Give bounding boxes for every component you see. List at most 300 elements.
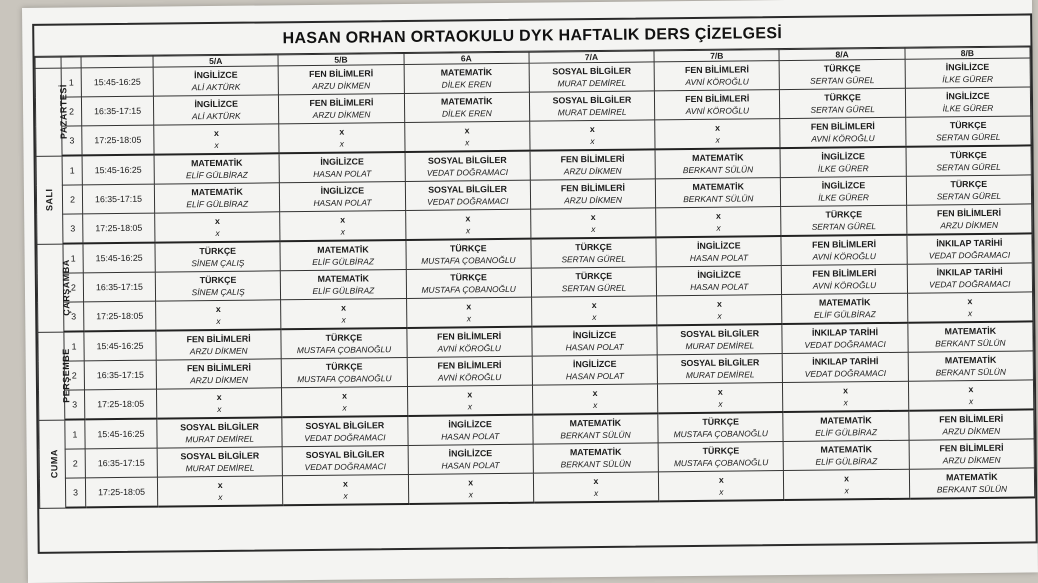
subject-name: FEN BİLİMLERİ <box>684 64 750 76</box>
teacher-name: MURAT DEMİREL <box>557 77 627 89</box>
teacher-name: BERKANT SÜLÜN <box>560 458 631 470</box>
subject-name: TÜRKÇE <box>450 272 487 283</box>
period-time: 16:35-17:15 <box>82 184 154 214</box>
teacher-name: x <box>843 397 848 408</box>
period-number: 2 <box>65 449 85 478</box>
lesson-cell <box>657 324 783 355</box>
lesson-cell <box>281 357 407 387</box>
period-time: 17:25-18:05 <box>84 301 156 331</box>
teacher-name: SERTAN GÜREL <box>561 282 627 294</box>
subject-name: TÜRKÇE <box>575 241 612 253</box>
teacher-name: x <box>215 227 220 238</box>
subject-name: TÜRKÇE <box>702 445 740 456</box>
lesson-cell <box>907 263 1033 293</box>
subject-name: TÜRKÇE <box>325 361 363 372</box>
teacher-name: ALİ AKTÜRK <box>191 81 241 93</box>
schedule-paper <box>22 0 1038 583</box>
lesson-cell <box>404 92 530 122</box>
lesson-cell <box>907 292 1033 323</box>
subject-name: FEN BİLİMLERİ <box>309 97 374 108</box>
subject-name: SOSYAL BİLGİLER <box>180 450 260 462</box>
lesson-cell <box>404 63 530 93</box>
period-number: 1 <box>65 419 85 449</box>
lesson-cell <box>157 417 283 448</box>
subject-name: FEN BİLİMLERİ <box>685 93 750 105</box>
lesson-cell <box>405 151 531 182</box>
subject-name: TÜRKÇE <box>325 332 363 343</box>
subject-name: x <box>715 210 721 221</box>
subject-name: FEN BİLİMLERİ <box>939 413 1004 425</box>
teacher-name: x <box>343 490 348 501</box>
teacher-name: x <box>717 310 722 321</box>
lesson-cell <box>656 266 782 296</box>
period-time: 15:45-16:25 <box>84 331 156 361</box>
subject-name: İNKILAP TARİHİ <box>936 266 1003 278</box>
period-number: 3 <box>65 478 85 508</box>
period-time: 15:45-16:25 <box>82 155 154 185</box>
teacher-name: DİLEK EREN <box>441 108 492 119</box>
teacher-name: VEDAT DOĞRAMACI <box>929 278 1011 290</box>
teacher-name: x <box>716 222 721 233</box>
lesson-cell <box>530 179 656 209</box>
lesson-cell <box>282 416 408 447</box>
subject-name: MATEMATİK <box>946 471 998 483</box>
day-name: PERŞEMBE <box>60 348 72 403</box>
subject-name: MATEMATİK <box>190 157 243 169</box>
subject-name: x <box>214 215 220 226</box>
lesson-cell <box>529 62 655 92</box>
lesson-cell <box>154 153 280 184</box>
subject-name: İNGİLİZCE <box>572 329 617 341</box>
subject-name: x <box>591 299 597 311</box>
class-header: 8/A <box>779 48 904 60</box>
lesson-cell <box>657 354 783 384</box>
teacher-name: x <box>967 308 973 319</box>
teacher-name: ARZU DİKMEN <box>312 80 371 91</box>
lesson-cell <box>406 239 532 270</box>
teacher-name: x <box>593 399 598 411</box>
period-number: 2 <box>61 97 81 126</box>
lesson-cell <box>154 124 280 155</box>
teacher-name: x <box>844 485 849 496</box>
teacher-name: SİNEM ÇALIŞ <box>191 257 245 269</box>
subject-name: x <box>342 478 348 489</box>
teacher-name: SERTAN GÜREL <box>936 190 1002 202</box>
period-time: 15:45-16:25 <box>85 419 157 449</box>
lesson-cell <box>278 65 404 95</box>
lesson-cell <box>533 413 659 444</box>
lesson-cell <box>780 88 906 118</box>
lesson-cell <box>407 356 533 386</box>
teacher-name: AVNİ KÖROĞLU <box>812 251 876 262</box>
teacher-name: SİNEM ÇALIŞ <box>191 286 245 298</box>
teacher-name: x <box>719 486 724 497</box>
day-label <box>38 332 72 420</box>
teacher-name: VEDAT DOĞRAMACI <box>928 249 1011 261</box>
teacher-name: MURAT DEMİREL <box>557 106 627 118</box>
teacher-name: MURAT DEMİREL <box>185 462 255 474</box>
teacher-name: x <box>468 489 473 500</box>
teacher-name: x <box>718 398 723 409</box>
subject-name: FEN BİLİMLERİ <box>309 68 374 79</box>
subject-name: TÜRKÇE <box>199 245 237 257</box>
teacher-name: ARZU DİKMEN <box>190 374 248 386</box>
teacher-name: HASAN POLAT <box>441 431 500 442</box>
subject-name: x <box>213 127 219 138</box>
teacher-name: BERKANT SÜLÜN <box>560 429 631 441</box>
lesson-cell <box>155 241 281 272</box>
lesson-cell <box>533 472 659 503</box>
subject-name: FEN BİLİMLERİ <box>437 331 502 342</box>
day-name: ÇARŞAMBA <box>60 259 72 316</box>
subject-name: x <box>464 125 470 136</box>
lesson-cell <box>783 381 909 412</box>
subject-name: x <box>593 475 599 487</box>
period-number: 3 <box>65 390 85 420</box>
teacher-name: AVNİ KÖROĞLU <box>685 76 749 88</box>
period-number: 2 <box>62 185 82 214</box>
subject-name: İNGİLİZCE <box>320 156 364 167</box>
subject-name: MATEMATİK <box>440 96 493 107</box>
period-time: 17:25-18:05 <box>85 477 157 507</box>
teacher-name: AVNİ KÖROĞLU <box>437 343 501 354</box>
lesson-cell <box>406 327 532 358</box>
lesson-cell <box>405 209 531 240</box>
subject-name: İNGİLİZCE <box>945 61 990 73</box>
day-label <box>39 420 66 508</box>
teacher-name: x <box>467 401 473 412</box>
lesson-cell <box>407 415 533 446</box>
subject-name: TÜRKÇE <box>823 63 861 74</box>
teacher-name: x <box>339 138 345 149</box>
teacher-name: x <box>218 491 223 502</box>
subject-name: MATEMATİK <box>569 446 622 458</box>
teacher-name: ELİF GÜLBİRAZ <box>186 198 249 210</box>
teacher-name: MUSTAFA ÇOBANOĞLU <box>421 254 516 266</box>
day-name: CUMA <box>49 449 60 479</box>
teacher-name: x <box>465 225 471 236</box>
subject-name: MATEMATİK <box>692 152 744 163</box>
lesson-cell <box>909 468 1035 499</box>
subject-name: TÜRKÇE <box>575 270 613 282</box>
subject-name: x <box>716 298 722 309</box>
lesson-cell <box>406 268 532 298</box>
class-header: 8/B <box>905 47 1030 59</box>
subject-name: x <box>466 301 472 312</box>
schedule-body <box>35 58 1035 508</box>
subject-name: x <box>468 477 474 488</box>
teacher-name: MURAT DEMİREL <box>185 433 255 445</box>
teacher-name: MUSTAFA ÇOBANOĞLU <box>421 283 516 295</box>
lesson-cell <box>657 295 783 326</box>
lesson-cell <box>909 439 1035 469</box>
teacher-name: VEDAT DOĞRAMACI <box>804 338 886 350</box>
lesson-cell <box>781 235 907 266</box>
teacher-name: SERTAN GÜREL <box>810 75 875 86</box>
subject-name: MATEMATİK <box>191 186 243 198</box>
subject-name: x <box>717 386 723 397</box>
subject-name: SOSYAL BİLGİLER <box>552 65 632 77</box>
teacher-name: x <box>715 134 720 145</box>
subject-name: İNGİLİZCE <box>572 358 617 370</box>
lesson-cell <box>154 183 280 213</box>
teacher-name: MUSTAFA ÇOBANOĞLU <box>297 373 392 385</box>
lesson-cell <box>279 152 405 183</box>
lesson-cell <box>783 352 909 382</box>
lesson-cell <box>654 61 780 91</box>
teacher-name: SERTAN GÜREL <box>935 131 1001 143</box>
lesson-cell <box>655 119 781 150</box>
subject-name: TÜRKÇE <box>449 243 487 254</box>
period-time: 16:35-17:15 <box>84 360 156 390</box>
subject-name: x <box>589 124 595 135</box>
teacher-name: VEDAT DOĞRAMACI <box>304 461 386 473</box>
period-time: 17:25-18:05 <box>83 213 155 243</box>
subject-name: MATEMATİK <box>317 273 370 284</box>
lesson-cell <box>782 293 908 324</box>
lesson-cell <box>404 121 530 152</box>
subject-name: İNGİLİZCE <box>946 90 990 102</box>
subject-name: x <box>465 213 471 224</box>
lesson-cell <box>153 66 279 96</box>
teacher-name: HASAN POLAT <box>565 370 624 382</box>
teacher-name: ARZU DİKMEN <box>312 109 371 120</box>
subject-name: x <box>341 390 348 401</box>
teacher-name: HASAN POLAT <box>441 460 500 471</box>
lesson-cell <box>156 329 282 360</box>
lesson-cell <box>279 123 405 154</box>
subject-name: SOSYAL BİLGİLER <box>680 357 760 369</box>
period-number: 2 <box>64 361 84 390</box>
teacher-name: BERKANT SÜLÜN <box>682 164 754 176</box>
lesson-cell <box>530 208 656 239</box>
lesson-cell <box>280 181 406 211</box>
lesson-cell <box>280 210 406 241</box>
lesson-cell <box>907 233 1033 264</box>
lesson-cell <box>905 87 1031 117</box>
lesson-cell <box>408 444 534 474</box>
teacher-name: AVNİ KÖROĞLU <box>437 372 502 383</box>
subject-name: İNGİLİZCE <box>448 419 492 430</box>
day-name: PAZARTESİ <box>58 84 69 140</box>
teacher-name: MURAT DEMİREL <box>685 369 755 381</box>
teacher-name: x <box>342 402 347 413</box>
teacher-name: AVNİ KÖROĞLU <box>685 105 750 117</box>
teacher-name: x <box>340 226 345 237</box>
teacher-name: ELİF GÜLBİRAZ <box>312 256 375 267</box>
subject-name: SOSYAL BİLGİLER <box>305 449 385 461</box>
day-label <box>35 68 69 156</box>
lesson-cell <box>780 117 906 148</box>
teacher-name: ELİF GÜLBİRAZ <box>185 169 248 181</box>
subject-name: x <box>215 303 221 314</box>
lesson-cell <box>906 204 1032 235</box>
lesson-cell <box>908 321 1034 352</box>
subject-name: SOSYAL BİLGİLER <box>305 420 385 432</box>
schedule-table <box>35 46 1036 508</box>
lesson-cell <box>157 476 283 507</box>
subject-name: İNGİLİZCE <box>696 240 741 251</box>
lesson-cell <box>781 205 907 236</box>
teacher-name: VEDAT DOĞRAMACI <box>304 432 386 444</box>
teacher-name: İLKE GÜRER <box>942 102 994 114</box>
subject-name: İNKILAP TARİHİ <box>936 237 1003 249</box>
teacher-name: x <box>590 136 595 147</box>
teacher-name: ARZU DİKMEN <box>189 345 248 357</box>
subject-name: SOSYAL BİLGİLER <box>428 183 508 195</box>
lesson-cell <box>530 120 656 151</box>
teacher-name: HASAN POLAT <box>565 341 624 353</box>
lesson-cell <box>529 91 655 121</box>
subject-name: FEN BİLİMLERİ <box>812 268 877 279</box>
subject-name: x <box>592 387 598 399</box>
teacher-name: ARZU DİKMEN <box>940 219 999 231</box>
lesson-cell <box>779 59 905 89</box>
lesson-cell <box>283 474 409 505</box>
period-time: 16:35-17:15 <box>85 448 157 478</box>
teacher-name: İLKE GÜRER <box>942 73 994 85</box>
lesson-cell <box>658 383 784 414</box>
lesson-cell <box>531 296 657 327</box>
period-time: 15:45-16:25 <box>83 243 155 273</box>
lesson-cell <box>782 264 908 294</box>
period-number: 3 <box>62 126 82 156</box>
subject-name: TÜRKÇE <box>949 119 987 131</box>
teacher-name: DİLEK EREN <box>441 79 492 90</box>
period-number: 1 <box>63 243 83 273</box>
lesson-cell <box>906 145 1032 176</box>
lesson-cell <box>783 440 909 470</box>
period-number: 1 <box>62 155 82 185</box>
subject-name: TÜRKÇE <box>824 92 861 103</box>
lesson-cell <box>655 90 781 120</box>
period-number: 2 <box>63 273 83 302</box>
subject-name: İNKILAP TARİHİ <box>812 356 879 367</box>
class-header: 5/B <box>278 54 403 66</box>
teacher-name: BERKANT SÜLÜN <box>936 483 1008 495</box>
subject-name: x <box>844 473 850 484</box>
class-header: 7/B <box>654 50 779 62</box>
subject-name: MATEMATİK <box>944 325 997 337</box>
lesson-cell <box>783 411 909 442</box>
lesson-cell <box>908 409 1034 440</box>
teacher-name: x <box>593 487 599 499</box>
lesson-cell <box>281 269 407 299</box>
subject-name: SOSYAL BİLGİLER <box>180 421 259 433</box>
lesson-cell <box>281 328 407 359</box>
teacher-name: ELİF GÜLBİRAZ <box>815 456 878 467</box>
lesson-cell <box>406 297 532 328</box>
subject-name: TÜRKÇE <box>702 416 740 427</box>
teacher-name: İLKE GÜRER <box>817 163 869 174</box>
subject-name: SOSYAL BİLGİLER <box>680 328 760 340</box>
teacher-name: MUSTAFA ÇOBANOĞLU <box>673 428 768 440</box>
teacher-name: x <box>216 315 221 326</box>
teacher-name: İLKE GÜRER <box>818 192 869 203</box>
corner-cell <box>35 57 61 68</box>
teacher-name: BERKANT SÜLÜN <box>683 193 754 205</box>
lesson-cell <box>656 207 782 238</box>
corner-cell <box>81 56 153 68</box>
subject-name: x <box>217 479 223 490</box>
lesson-cell <box>906 175 1032 205</box>
corner-cell <box>61 57 81 68</box>
lesson-cell <box>156 388 282 419</box>
teacher-name: AVNİ KÖROĞLU <box>812 280 877 291</box>
subject-name: FEN BİLİMLERİ <box>560 182 625 194</box>
lesson-cell <box>530 149 656 180</box>
subject-name: FEN BİLİMLERİ <box>560 153 625 165</box>
subject-name: FEN BİLİMLERİ <box>810 121 875 132</box>
subject-name: x <box>467 389 473 400</box>
teacher-name: ALİ AKTÜRK <box>191 110 241 122</box>
subject-name: FEN BİLİMLERİ <box>936 207 1002 219</box>
lesson-cell <box>905 58 1031 88</box>
period-time: 17:25-18:05 <box>85 389 157 419</box>
lesson-cell <box>659 471 785 502</box>
lesson-cell <box>280 240 406 271</box>
lesson-cell <box>655 178 781 208</box>
lesson-cell <box>655 148 781 179</box>
teacher-name: BERKANT SÜLÜN <box>935 337 1006 349</box>
teacher-name: x <box>592 312 597 323</box>
subject-name: MATEMATİK <box>818 297 871 308</box>
teacher-name: BERKANT SÜLÜN <box>935 366 1006 378</box>
subject-name: FEN BİLİMLERİ <box>437 359 502 371</box>
subject-name: x <box>341 302 347 313</box>
lesson-cell <box>908 380 1034 411</box>
teacher-name: x <box>466 313 472 324</box>
subject-name: MATEMATİK <box>317 244 369 255</box>
lesson-cell <box>279 94 405 124</box>
subject-name: MATEMATİK <box>944 354 997 366</box>
class-header: 6A <box>404 52 529 64</box>
teacher-name: SERTAN GÜREL <box>810 104 875 115</box>
lesson-cell <box>784 469 910 500</box>
period-time: 16:35-17:15 <box>81 96 153 126</box>
subject-name: MATEMATİK <box>692 181 744 192</box>
teacher-name: x <box>591 224 596 235</box>
teacher-name: SERTAN GÜREL <box>811 221 877 232</box>
subject-name: İNGİLİZCE <box>194 69 238 81</box>
teacher-name: x <box>341 314 346 325</box>
subject-name: x <box>590 212 596 223</box>
subject-name: TÜRKÇE <box>950 178 988 190</box>
lesson-cell <box>282 386 408 417</box>
subject-name: İNGİLİZCE <box>194 98 238 110</box>
period-time: 17:25-18:05 <box>82 125 154 155</box>
teacher-name: x <box>464 137 470 148</box>
day-label <box>37 244 72 332</box>
teacher-name: VEDAT DOĞRAMACI <box>427 195 509 207</box>
lesson-cell <box>156 359 282 389</box>
teacher-name: VEDAT DOĞRAMACI <box>426 166 509 178</box>
subject-name: İNGİLİZCE <box>697 269 741 280</box>
lesson-cell <box>908 351 1034 381</box>
subject-name: TÜRKÇE <box>825 209 863 220</box>
subject-name: SOSYAL BİLGİLER <box>427 154 507 166</box>
teacher-name: ELİF GÜLBİRAZ <box>815 427 877 438</box>
teacher-name: ELİF GÜLBİRAZ <box>813 309 876 320</box>
period-time: 16:35-17:15 <box>83 272 155 302</box>
subject-name: MATEMATİK <box>820 444 872 455</box>
teacher-name: SERTAN GÜREL <box>936 161 1001 173</box>
lesson-cell <box>281 298 407 329</box>
subject-name: x <box>715 122 721 133</box>
lesson-cell <box>905 116 1031 147</box>
lesson-cell <box>153 95 279 125</box>
subject-name: TÜRKÇE <box>950 149 987 161</box>
